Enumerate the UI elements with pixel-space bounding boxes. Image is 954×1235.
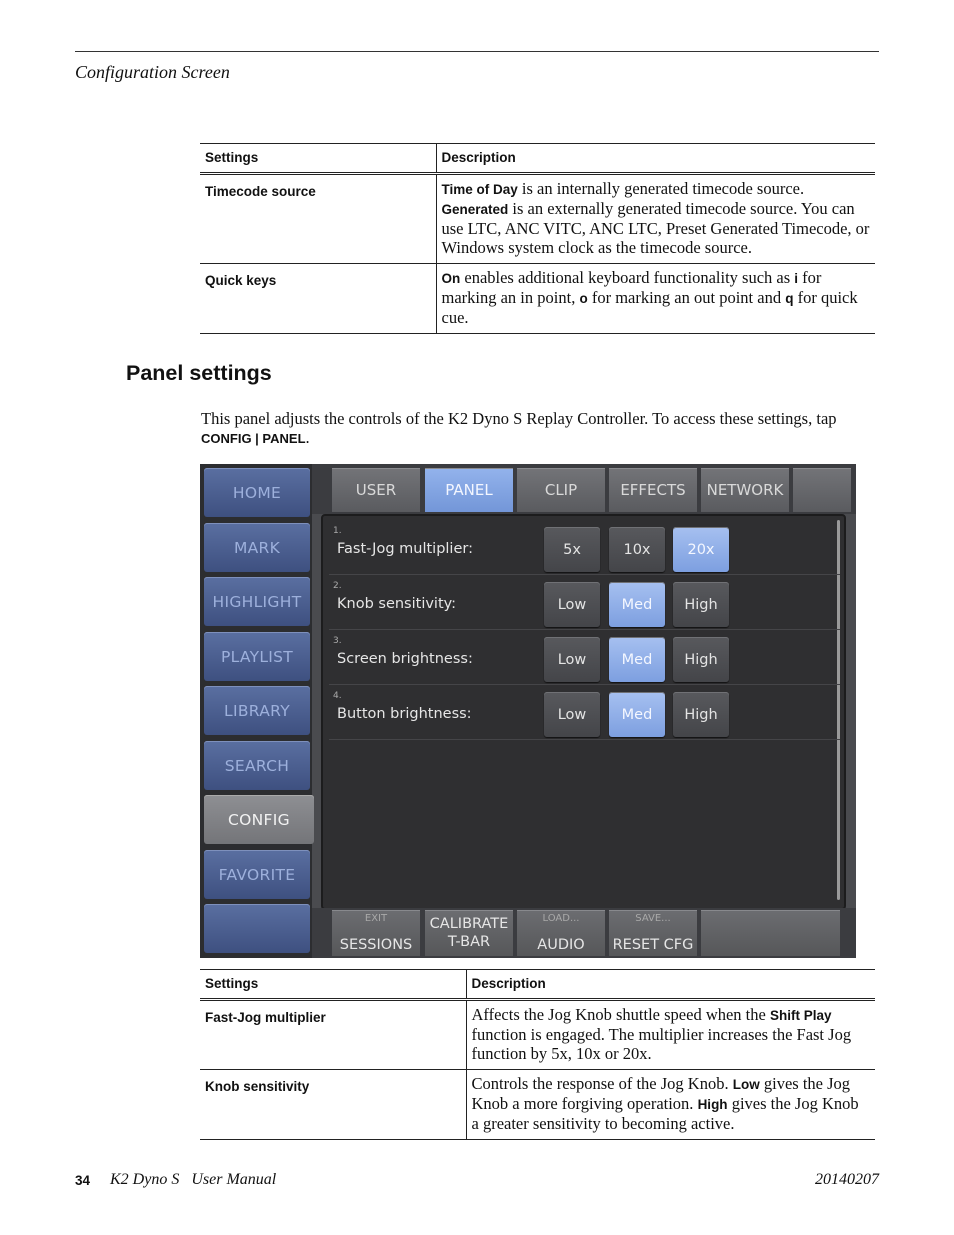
- calibrate-t-bar-button[interactable]: CALIBRATE T-BAR: [425, 910, 513, 956]
- nav-mark-button[interactable]: MARK: [204, 523, 310, 572]
- settings-table-panel: [200, 969, 875, 1140]
- blank-bottom-button[interactable]: [772, 910, 840, 956]
- header-rule: [75, 51, 879, 52]
- nav-blank-button[interactable]: [204, 904, 310, 953]
- nav-favorite-button[interactable]: FAVORITE: [204, 850, 310, 899]
- setting-name: Quick keys: [200, 264, 436, 334]
- option-5x-button[interactable]: 5x: [544, 527, 600, 572]
- panel-settings-screenshot: [200, 464, 856, 958]
- setting-name: Knob sensitivity: [200, 1070, 466, 1140]
- tab-user[interactable]: USER: [332, 468, 420, 512]
- option-med-button[interactable]: Med: [609, 692, 665, 737]
- option-10x-button[interactable]: 10x: [609, 527, 665, 572]
- column-header-description: Description: [466, 970, 875, 1000]
- row-number: 2.: [333, 581, 342, 591]
- table-row: [200, 1070, 875, 1140]
- document-title: K2 Dyno S User Manual: [110, 1171, 277, 1188]
- tab-bar: [312, 464, 856, 514]
- settings-pane: [321, 514, 846, 910]
- column-header-settings: Settings: [200, 970, 466, 1000]
- row-number: 1.: [333, 526, 342, 536]
- nav-config-button[interactable]: CONFIG: [204, 795, 314, 844]
- load-audio-button[interactable]: LOAD... AUDIO: [517, 910, 605, 956]
- nav-library-button[interactable]: LIBRARY: [204, 686, 310, 735]
- document-date: 20140207: [815, 1171, 879, 1188]
- row-label: Knob sensitivity:: [337, 596, 457, 612]
- settings-table-timecode: [200, 143, 875, 334]
- table-row: [200, 174, 875, 264]
- option-high-button[interactable]: High: [673, 582, 729, 627]
- tab-panel[interactable]: PANEL: [425, 468, 513, 512]
- option-med-button[interactable]: Med: [609, 637, 665, 682]
- nav-search-button[interactable]: SEARCH: [204, 741, 310, 790]
- tab-network[interactable]: NETWORK: [701, 468, 789, 512]
- sessions-button[interactable]: EXIT SESSIONS: [332, 910, 420, 956]
- option-low-button[interactable]: Low: [544, 692, 600, 737]
- setting-row-button-brightness: [329, 685, 840, 740]
- setting-description: On enables additional keyboard functionality such as i for marking an in point, o for marking an out point and q for quick cue.: [436, 264, 875, 334]
- left-nav: [200, 464, 312, 958]
- running-head: Configuration Screen: [75, 62, 230, 82]
- row-number: 4.: [333, 691, 342, 701]
- row-label: Button brightness:: [337, 706, 472, 722]
- bottom-toolbar: [312, 908, 856, 958]
- setting-description: Controls the response of the Jog Knob. Low gives the Jog Knob a more forgiving operation. High gives the Jog Knob a greater sensitivity to becoming active.: [466, 1070, 875, 1140]
- nav-highlight-button[interactable]: HIGHLIGHT: [204, 577, 310, 626]
- intro-paragraph: This panel adjusts the controls of the K2 Dyno S Replay Controller. To access these settings, tap CONFIG | PANEL.: [201, 409, 837, 447]
- tab-clip[interactable]: CLIP: [517, 468, 605, 512]
- column-header-settings: Settings: [200, 144, 436, 174]
- table-row: [200, 1000, 875, 1070]
- option-low-button[interactable]: Low: [544, 582, 600, 627]
- tab-effects[interactable]: EFFECTS: [609, 468, 697, 512]
- page-number: 34: [75, 1173, 91, 1188]
- nav-playlist-button[interactable]: PLAYLIST: [204, 632, 310, 681]
- setting-name: Timecode source: [200, 174, 436, 264]
- column-header-description: Description: [436, 144, 875, 174]
- setting-row-knob-sensitivity: [329, 575, 840, 630]
- row-number: 3.: [333, 636, 342, 646]
- setting-description: Time of Day is an internally generated timecode source. Generated is an externally generated timecode source. You can use LTC, ANC VITC, ANC LTC, Preset Generated Timecode, or Windows system clock as the timecode source.: [436, 174, 875, 264]
- setting-row-screen-brightness: [329, 630, 840, 685]
- section-title: Panel settings: [126, 361, 272, 385]
- setting-name: Fast-Jog multiplier: [200, 1000, 466, 1070]
- row-label: Fast-Jog multiplier:: [337, 541, 473, 557]
- option-med-button[interactable]: Med: [609, 582, 665, 627]
- setting-row-fast-jog: [329, 520, 840, 575]
- nav-home-button[interactable]: HOME: [204, 468, 310, 517]
- table-row: [200, 264, 875, 334]
- option-20x-button[interactable]: 20x: [673, 527, 729, 572]
- tab-blank[interactable]: [793, 468, 851, 512]
- row-label: Screen brightness:: [337, 651, 473, 667]
- option-low-button[interactable]: Low: [544, 637, 600, 682]
- setting-description: Affects the Jog Knob shuttle speed when the Shift Play function is engaged. The multiplier increases the Fast Jog function by 5x, 10x or 20x.: [466, 1000, 875, 1070]
- reset-cfg-button[interactable]: SAVE... RESET CFG: [609, 910, 697, 956]
- option-high-button[interactable]: High: [673, 692, 729, 737]
- option-high-button[interactable]: High: [673, 637, 729, 682]
